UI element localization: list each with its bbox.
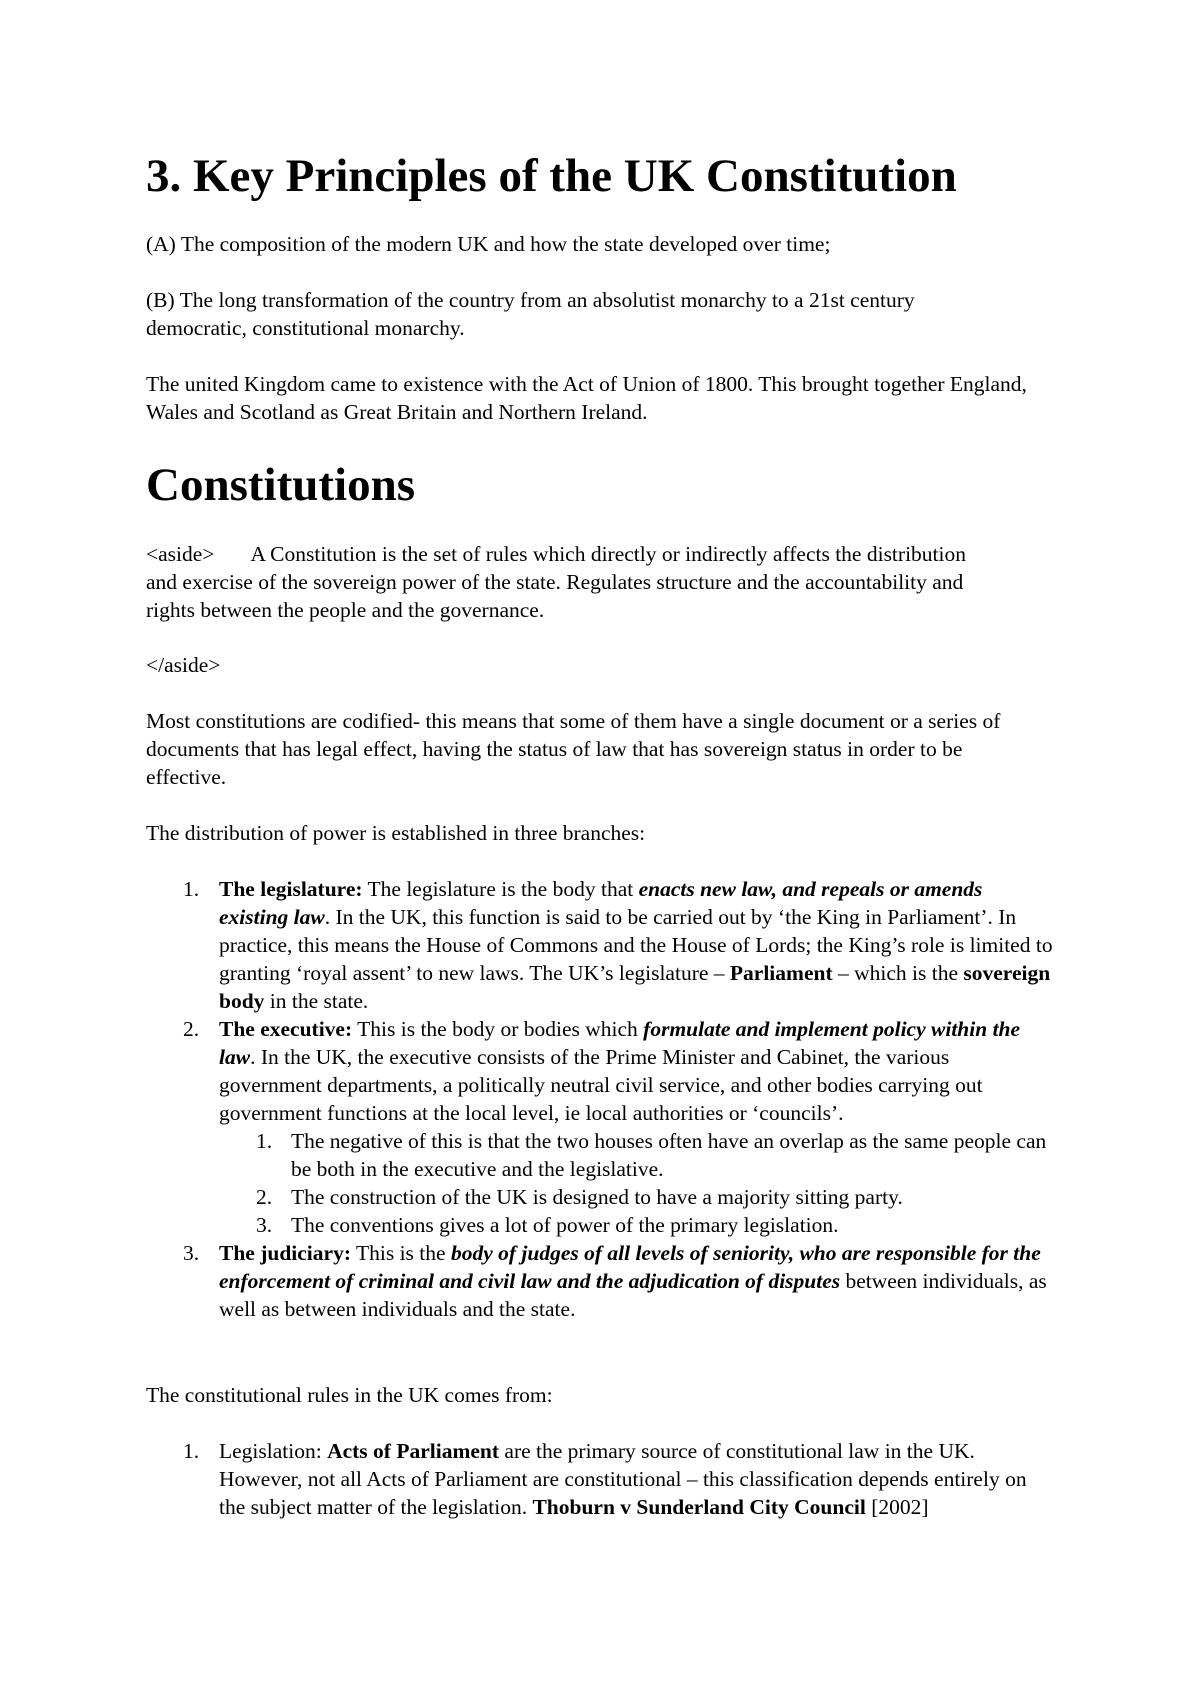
sublist-item <box>146 1211 1071 1239</box>
source-text: Legislation: <box>219 1439 328 1463</box>
aside-paragraph <box>146 540 986 624</box>
list-item-judiciary <box>146 1239 1057 1323</box>
codified-paragraph: Most constitutions are codified- this means that some of them have a single document or a series of documents that has legal effect, having the status of law that has sovereign status in order to be effective. <box>146 709 1001 789</box>
list-number: 1. <box>183 1439 200 1463</box>
branch-label: The legislature: <box>219 877 363 901</box>
branch-text: in the state. <box>264 989 369 1013</box>
executive-sublist <box>219 1127 1057 1239</box>
branch-emphasis: body of judges of all levels of seniority, who are responsible for the enforcement of criminal and civil law and the adjudication of disputes <box>219 1241 1041 1293</box>
branch-text: The legislature is the body that <box>362 877 639 901</box>
branch-label: The executive: <box>219 1017 353 1041</box>
intro-point-b <box>146 286 1066 342</box>
sources-intro: The constitutional rules in the UK comes from: <box>146 1383 553 1407</box>
branch-text: . In the UK, the executive consists of the Prime Minister and Cabinet, the various government departments, a politically neutral civil service, and other bodies carrying out government functions at the local level, ie local authorities or ‘councils’. <box>219 1045 983 1125</box>
source-text: [2002] <box>865 1495 929 1519</box>
intro-point-b-line2: democratic, constitutional monarchy. <box>146 316 465 340</box>
sublist-item <box>146 1127 1071 1183</box>
section-heading: Constitutions <box>146 459 416 511</box>
source-bold: Acts of Parliament <box>327 1439 500 1463</box>
branch-bold: Parliament <box>729 961 833 985</box>
aside-open-tag: <aside> <box>146 542 215 566</box>
distribution-intro: The distribution of power is established in three branches: <box>146 821 646 845</box>
branch-text: This is the body or bodies which <box>352 1017 644 1041</box>
list-number: 1. <box>183 877 200 901</box>
sublist-text: The conventions gives a lot of power of the primary legislation. <box>291 1213 839 1237</box>
list-item-legislature <box>146 875 1057 1015</box>
branch-text: between individuals, as well as between individuals and the state. <box>219 1269 1047 1321</box>
list-number: 1. <box>256 1129 273 1153</box>
branch-label: The judiciary: <box>219 1241 351 1265</box>
branch-text: . In the UK, this function is said to be carried out by ‘the King in Parliament’. In practice, this means the House of Commons and the House of Lords; the King’s role is limited to granting ‘royal assent’ to new laws. The UK’s legislature – <box>219 905 1053 985</box>
sources-list <box>146 1437 1057 1521</box>
case-citation: Thoburn v Sunderland City Council <box>532 1495 866 1519</box>
list-number: 2. <box>183 1017 200 1041</box>
source-text: are the primary source of constitutional law in the UK. However, not all Acts of Parliament are constitutional – this classification depends entirely on the subject matter of the legislation. <box>219 1439 1027 1519</box>
branch-emphasis: formulate and implement policy within the law <box>219 1017 1021 1069</box>
branch-bold: sovereign body <box>219 961 1051 1013</box>
aside-text: A Constitution is the set of rules which directly or indirectly affects the distribution and exercise of the sovereign power of the state. Regulates structure and the accountability and rights between the people and the governance. <box>146 542 966 622</box>
list-number: 3. <box>256 1213 273 1237</box>
list-item-executive <box>146 1015 1057 1239</box>
page-title: 3. Key Principles of the UK Constitution <box>146 150 957 202</box>
sublist-text: The negative of this is that the two houses often have an overlap as the same people can be both in the executive and the legislative. <box>291 1129 1047 1181</box>
branch-text: This is the <box>350 1241 451 1265</box>
intro-point-a: (A) The composition of the modern UK and how the state developed over time; <box>146 232 831 256</box>
list-item-legislation <box>146 1437 1057 1521</box>
list-number: 2. <box>256 1185 273 1209</box>
branch-emphasis: enacts new law, and repeals or amends existing law <box>219 877 983 929</box>
sublist-text: The construction of the UK is designed to have a majority sitting party. <box>291 1185 903 1209</box>
sublist-item <box>146 1183 1071 1211</box>
union-paragraph: The united Kingdom came to existence with the Act of Union of 1800. This brought together England, Wales and Scotland as Great Britain and Northern Ireland. <box>146 372 1027 424</box>
list-number: 3. <box>183 1241 200 1265</box>
branch-text: – which is the <box>832 961 964 985</box>
branches-list <box>146 875 1057 1323</box>
aside-close-tag: </aside> <box>146 653 221 677</box>
intro-point-b-line1: (B) The long transformation of the country from an absolutist monarchy to a 21st century <box>146 288 915 312</box>
